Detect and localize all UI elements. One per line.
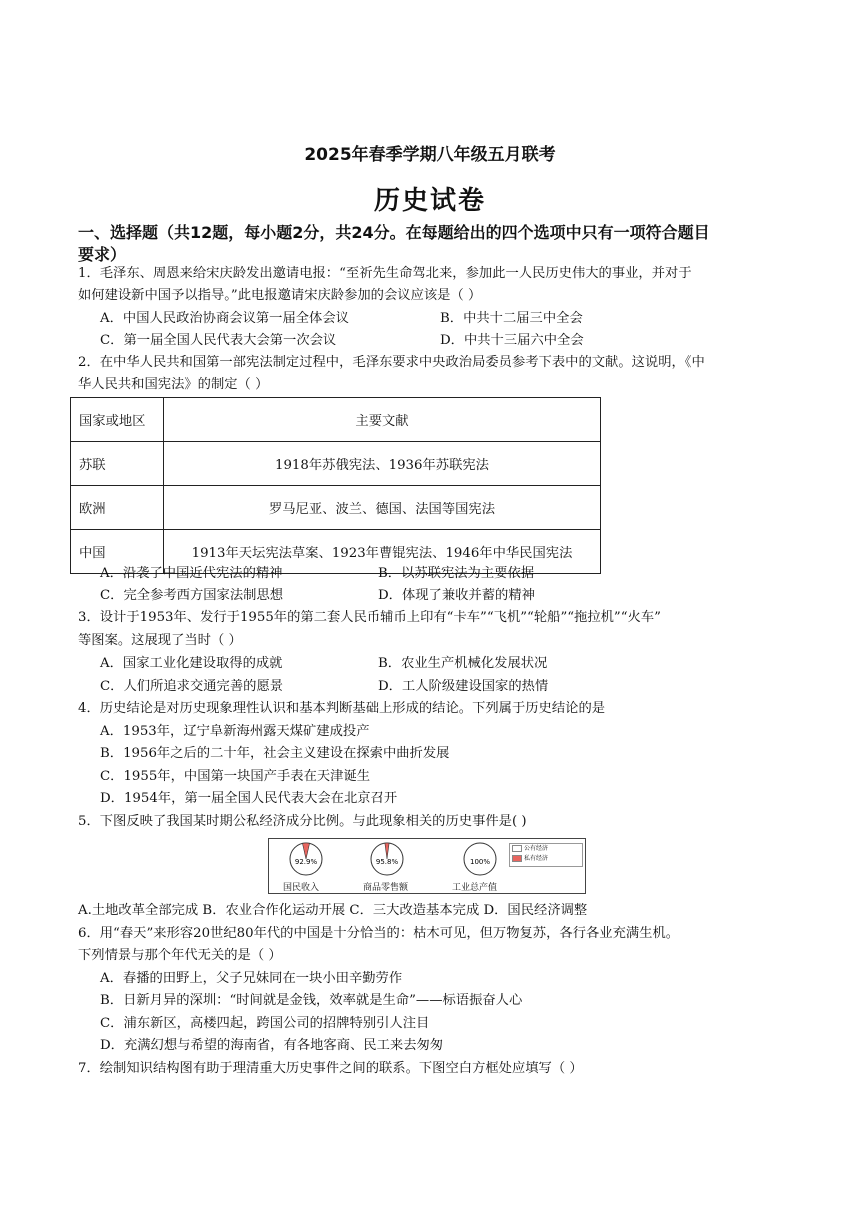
- q4-option-c: C．1955年，中国第一块国产手表在天津诞生: [100, 769, 371, 784]
- section-heading: [78, 222, 798, 266]
- q2-stem-line-2: 华人民共和国宪法》的制定（ ）: [78, 377, 269, 392]
- literature-table: [70, 397, 601, 574]
- pie-caption-national-income: 国民收入: [283, 883, 320, 893]
- table-cell-documents: 罗马尼亚、波兰、德国、法国等国宪法: [164, 486, 601, 530]
- q7-stem: 7．绘制知识结构图有助于理清重大历史事件之间的联系。下图空白方框处应填写（ ）: [78, 1061, 583, 1076]
- table-header-region: 国家或地区: [71, 398, 164, 442]
- q4-stem: 4．历史结论是对历史现象理性认识和基本判断基础上形成的结论。下列属于历史结论的是: [78, 701, 606, 716]
- section-heading-line-2: 要求）: [78, 245, 127, 264]
- table-cell-documents: 1918年苏俄宪法、1936年苏联宪法: [164, 442, 601, 486]
- table-row: [71, 442, 601, 486]
- legend-item-public: [510, 844, 582, 854]
- legend-label-private: 私有经济: [524, 855, 549, 862]
- q6-option-d: D．充满幻想与希望的海南省，有各地客商、民工来去匆匆: [100, 1038, 444, 1053]
- table-cell-region: 中国: [71, 530, 164, 574]
- q4-option-d: D．1954年，第一届全国人民代表大会在北京召开: [100, 791, 398, 806]
- q2-option-c: C．完全参考西方国家法制思想: [100, 588, 284, 603]
- table-header-row: [71, 398, 601, 442]
- exam-subtitle: 2025年春季学期八年级五月联考: [304, 145, 556, 165]
- table-cell-region: 苏联: [71, 442, 164, 486]
- q5-stem: 5．下图反映了我国某时期公私经济成分比例。与此现象相关的历史事件是( ): [78, 814, 527, 829]
- legend-item-private: [510, 854, 582, 864]
- q6-stem-line-2: 下列情景与那个年代无关的是（ ）: [78, 948, 282, 963]
- table-cell-region: 欧洲: [71, 486, 164, 530]
- q5-options: A.土地改革全部完成 B．农业合作化运动开展 C．三大改造基本完成 D．国民经济调整: [78, 903, 588, 918]
- q2-stem-line-1: 2．在中华人民共和国第一部宪法制定过程中，毛泽东要求中央政治局委员参考下表中的文献。这说明，《中: [78, 355, 705, 370]
- pie-percent-label: 100%: [469, 858, 491, 866]
- q6-option-c: C．浦东新区，高楼四起，跨国公司的招牌特别引人注目: [100, 1016, 430, 1031]
- q3-stem-line-1: 3．设计于1953年、发行于1955年的第二套人民币辅币上印有“卡车”“飞机”“轮船”“拖拉机”“火车”: [78, 610, 661, 625]
- q6-option-b: B．日新月异的深圳：“时间就是金钱，效率就是生命”——标语振奋人心: [100, 993, 523, 1008]
- q6-option-a: A．春播的田野上，父子兄妹同在一块小田辛勤劳作: [100, 971, 403, 986]
- legend-swatch-private: [512, 855, 522, 862]
- table-cell-documents: 1913年天坛宪法草案、1923年曹锟宪法、1946年中华民国宪法: [164, 530, 601, 574]
- q1-option-c: C．第一届全国人民代表大会第一次会议: [100, 333, 337, 348]
- q3-stem-line-2: 等图案。这展现了当时（ ）: [78, 633, 242, 648]
- q1-option-a: A．中国人民政治协商会议第一届全体会议: [100, 311, 349, 326]
- q2-option-b: B．以苏联宪法为主要依据: [378, 566, 535, 581]
- q3-option-a: A．国家工业化建设取得的成就: [100, 656, 283, 671]
- q3-option-d: D．工人阶级建设国家的热情: [378, 679, 549, 694]
- pie-caption-retail-sales: 商品零售额: [363, 883, 409, 893]
- table-row: [71, 486, 601, 530]
- pie-legend: [509, 843, 583, 867]
- pie-percent-label: 92.9%: [294, 858, 318, 866]
- table-header-documents: 主要文献: [164, 398, 601, 442]
- legend-swatch-public: [512, 845, 522, 852]
- q2-option-d: D．体现了兼收并蓄的精神: [378, 588, 535, 603]
- exam-title: 历史试卷: [373, 186, 486, 216]
- q1-stem-line-2: 如何建设新中国予以指导。”此电报邀请宋庆龄参加的会议应该是（ ）: [78, 288, 482, 303]
- q2-option-a: A．沿袭了中国近代宪法的精神: [100, 566, 283, 581]
- q4-option-a: A．1953年，辽宁阜新海州露天煤矿建成投产: [100, 724, 370, 739]
- pie-caption-industrial-output: 工业总产值: [452, 883, 498, 893]
- section-heading-line-1: 一、选择题（共12题，每小题2分，共24分。在每题给出的四个选项中只有一项符合题目: [78, 223, 710, 242]
- economy-pie-figure: [268, 838, 586, 894]
- q3-option-c: C．人们所追求交通完善的愿景: [100, 679, 284, 694]
- legend-label-public: 公有经济: [524, 845, 549, 852]
- q1-option-d: D．中共十三届六中全会: [440, 333, 584, 348]
- q6-stem-line-1: 6．用“春天”来形容20世纪80年代的中国是十分恰当的：枯木可见，但万物复苏，各行各业充满生机。: [78, 926, 680, 941]
- q1-option-b: B．中共十二届三中全会: [440, 311, 583, 326]
- pie-percent-label: 95.8%: [375, 858, 399, 866]
- q3-option-b: B．农业生产机械化发展状况: [378, 656, 548, 671]
- q1-stem-line-1: 1．毛泽东、周恩来给宋庆龄发出邀请电报：“至祈先生命驾北来，参加此一人民历史伟大的事业，并对于: [78, 266, 692, 281]
- q4-option-b: B．1956年之后的二十年，社会主义建设在探索中曲折发展: [100, 746, 450, 761]
